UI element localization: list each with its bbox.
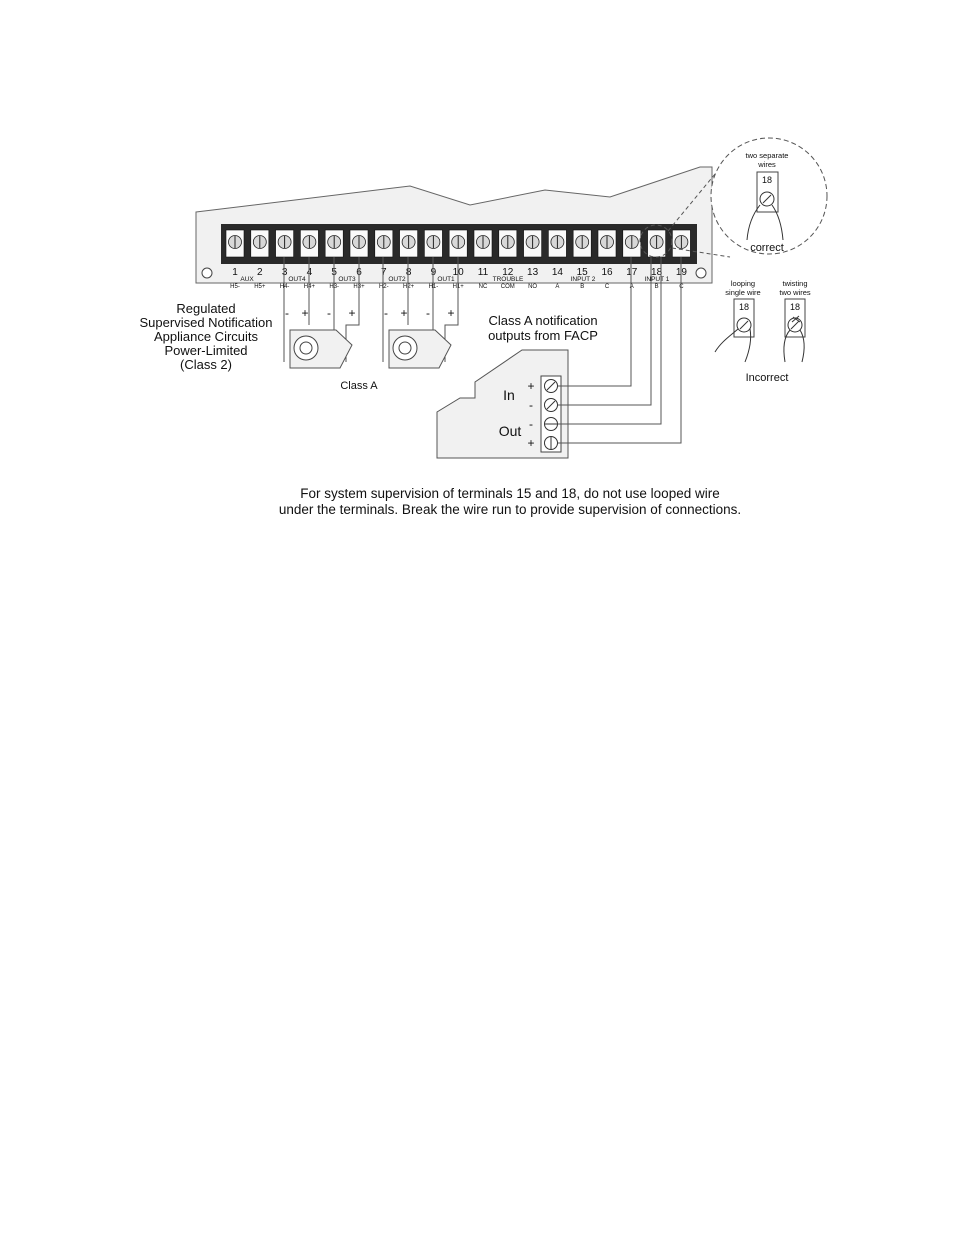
terminal-signal-4: H4+	[303, 284, 315, 290]
group-input1-label: INPUT 1	[644, 276, 670, 283]
notification-appliance-1	[290, 330, 352, 368]
terminal-screw-19	[672, 230, 690, 257]
terminal-number-4: 4	[306, 267, 313, 278]
svg-text:two separate: two separate	[745, 151, 789, 160]
terminal-signal-11: NC	[478, 284, 488, 290]
terminal-screw-11	[474, 230, 492, 257]
terminal-signal-1: H5-	[230, 284, 240, 290]
terminal-screw-14	[548, 230, 566, 257]
svg-text:Class A notification: Class A notification	[488, 313, 598, 328]
terminal-number-3: 3	[281, 267, 288, 278]
nac-description	[140, 301, 273, 372]
terminal-screw-12	[499, 230, 517, 257]
terminal-screw-9	[424, 230, 442, 257]
facp-terminal-block	[541, 376, 561, 452]
terminal-signal-9: H1-	[428, 284, 439, 290]
mount-hole-left	[202, 268, 212, 278]
terminal-screw-15	[573, 230, 591, 257]
terminal-signal-16: C	[604, 284, 610, 290]
svg-text:-: -	[327, 306, 331, 320]
terminal-signal-3: H4-	[279, 284, 290, 290]
terminal-number-7: 7	[381, 267, 387, 278]
class-a-label: Class A	[340, 380, 378, 392]
svg-text:18: 18	[738, 302, 750, 312]
svg-text:+: +	[400, 306, 408, 320]
terminal-number-10: 10	[452, 267, 464, 278]
terminal-number-16: 16	[601, 267, 613, 278]
terminal-number-1: 1	[232, 267, 238, 278]
terminal-number-8: 8	[405, 267, 412, 278]
terminal-signal-19: C	[679, 284, 684, 290]
terminal-number-9: 9	[430, 267, 437, 278]
svg-text:18: 18	[789, 302, 801, 312]
terminal-screw-2	[251, 230, 269, 257]
svg-text:+: +	[527, 379, 535, 393]
svg-text:(Class 2): (Class 2)	[179, 357, 233, 372]
svg-text:+: +	[301, 306, 309, 320]
terminal-signal-17: A	[629, 284, 634, 290]
svg-text:looping: looping	[730, 279, 756, 288]
svg-text:-: -	[529, 398, 533, 412]
terminal-number-2: 2	[257, 267, 263, 278]
group-out3-label: OUT3	[338, 276, 356, 283]
facp-label	[488, 313, 598, 343]
terminal-signal-15: B	[580, 284, 585, 290]
svg-text:Regulated: Regulated	[176, 301, 236, 316]
group-out2-label: OUT2	[388, 276, 406, 283]
terminal-number-14: 14	[551, 267, 563, 278]
svg-text:+: +	[447, 306, 455, 320]
group-out1-label: OUT1	[437, 276, 455, 283]
svg-text:Appliance Circuits: Appliance Circuits	[153, 329, 259, 344]
group-out4-label: OUT4	[288, 276, 306, 283]
incorrect-detail-looping	[715, 279, 761, 362]
polarity-marks	[285, 306, 455, 320]
svg-text:-: -	[426, 306, 430, 320]
svg-text:outputs from FACP: outputs from FACP	[488, 328, 598, 343]
svg-text:wires: wires	[758, 160, 776, 169]
incorrect-detail-twisting	[779, 279, 811, 362]
incorrect-label: Incorrect	[745, 372, 789, 384]
group-trouble-label: TROUBLE	[492, 276, 524, 283]
svg-text:correct: correct	[750, 242, 784, 254]
terminal-signal-10: H1+	[452, 284, 464, 290]
supervision-caption	[250, 486, 770, 518]
svg-text:Supervised Notification: Supervised Notification	[139, 315, 273, 330]
terminal-signal-12: COM	[500, 284, 515, 290]
terminal-signal-2: H5+	[254, 284, 266, 290]
facp-in-label: In	[503, 387, 515, 403]
terminal-screw-10	[449, 230, 467, 257]
terminal-number-17: 17	[626, 267, 638, 278]
terminal-signal-14: A	[555, 284, 560, 290]
terminal-signals	[230, 284, 684, 290]
group-aux-label: AUX	[240, 276, 254, 283]
terminal-number-15: 15	[576, 267, 588, 278]
input-wires	[558, 257, 681, 443]
terminal-number-13: 13	[527, 267, 539, 278]
svg-text:-: -	[529, 417, 533, 431]
terminal-signal-18: B	[654, 284, 659, 290]
caption-line-2: under the terminals. Break the wire run to provide supervision of connections.	[278, 502, 742, 517]
terminal-screw-1	[226, 230, 244, 257]
terminal-number-19: 19	[675, 267, 687, 278]
terminal-number-12: 12	[502, 267, 514, 278]
notification-appliance-2	[389, 330, 451, 368]
mount-hole-right	[696, 268, 706, 278]
svg-text:+: +	[527, 436, 535, 450]
svg-text:-: -	[384, 306, 388, 320]
terminal-screw-6	[350, 230, 368, 257]
svg-text:twisting: twisting	[782, 279, 808, 288]
terminal-screw-4	[300, 230, 318, 257]
facp-out-label: Out	[498, 423, 522, 439]
terminal-number-11: 11	[477, 267, 489, 278]
terminal-screw-16	[598, 230, 616, 257]
terminal-signal-13: NO	[528, 284, 538, 290]
terminal-number-18: 18	[651, 267, 663, 278]
svg-text:-: -	[285, 306, 289, 320]
terminal-screw-18	[648, 230, 666, 257]
terminal-signal-6: H3+	[353, 284, 365, 290]
svg-text:single wire: single wire	[725, 288, 761, 297]
caption-line-1: For system supervision of terminals 15 and 18, do not use looped wire	[300, 486, 720, 501]
terminal-screw-3	[276, 230, 294, 257]
svg-text:18: 18	[761, 175, 773, 185]
terminal-number-6: 6	[356, 267, 362, 278]
svg-text:Power-Limited: Power-Limited	[164, 343, 248, 358]
terminal-screw-5	[325, 230, 343, 257]
svg-text:+: +	[348, 306, 356, 320]
wiring-diagram	[0, 0, 954, 560]
terminal-screw-7	[375, 230, 393, 257]
terminal-signal-8: H2+	[403, 284, 415, 290]
terminal-number-5: 5	[331, 267, 337, 278]
terminal-signal-7: H2-	[378, 284, 389, 290]
group-input2-label: INPUT 2	[570, 276, 596, 283]
terminal-screw-13	[524, 230, 542, 257]
terminal-signal-5: H3-	[329, 284, 340, 290]
svg-text:two wires: two wires	[779, 288, 811, 297]
terminal-screw-8	[400, 230, 418, 257]
terminal-screw-17	[623, 230, 641, 257]
